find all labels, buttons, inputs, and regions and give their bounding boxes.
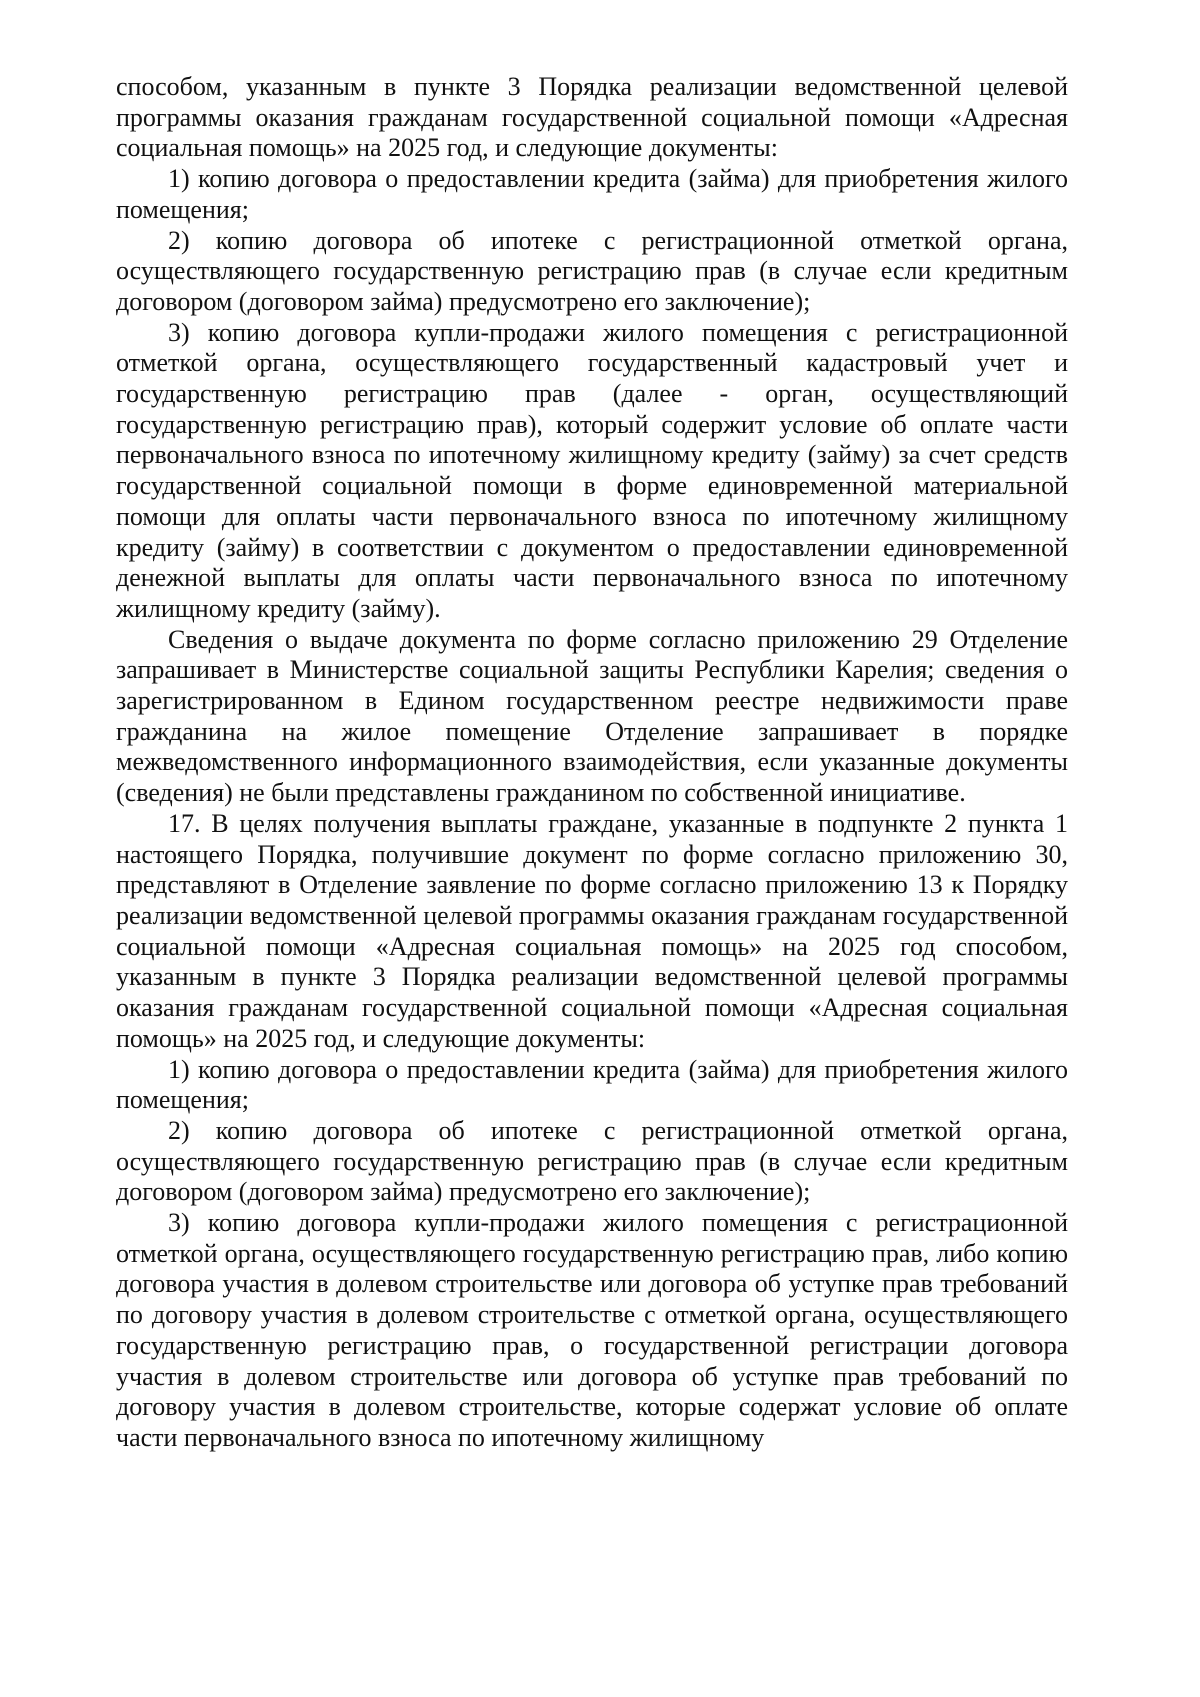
paragraph-clause-17: 17. В целях получения выплаты граждане, указанные в подпункте 2 пункта 1 настоящего Порядка, получившие документ по форме согласно приложению 30, представляют в Отделение заявление по форме согласно приложению 13 к Порядку реализации ведомственной целевой программы оказания гражданам государственной социальной помощи «Адресная социальная помощь» на 2025 год способом, указанным в пункте 3 Порядка реализации ведомственной целевой программы оказания гражданам государственной социальной помощи «Адресная социальная помощь» на 2025 год, и следующие документы: <box>116 808 1068 1053</box>
paragraph-item-3-purchase-agreement: 3) копию договора купли-продажи жилого помещения с регистрационной отметкой органа, осуществляющего государственный кадастровый учет и государственную регистрацию прав (далее - орган, осуществляющий государственную регистрацию прав), который содержит условие об оплате части первоначального взноса по ипотечному жилищному кредиту (займу) за счет средств государственной социальной помощи в форме единовременной материальной помощи для оплаты части первоначального взноса по ипотечному жилищному кредиту (займу) в соответствии с документом о предоставлении единовременной денежной выплаты для оплаты части первоначального взноса по ипотечному жилищному кредиту (займу). <box>116 317 1068 623</box>
paragraph-item-2-mortgage-agreement-2: 2) копию договора об ипотеке с регистрационной отметкой органа, осуществляющего государственную регистрацию прав (в случае если кредитным договором (договором займа) предусмотрено его заключение); <box>116 1115 1068 1207</box>
paragraph-item-1-loan-agreement-2: 1) копию договора о предоставлении кредита (займа) для приобретения жилого помещения; <box>116 1054 1068 1115</box>
paragraph-intro-continuation: способом, указанным в пункте 3 Порядка реализации ведомственной целевой программы оказания гражданам государственной социальной помощи «Адресная социальная помощь» на 2025 год, и следующие документы: <box>116 72 1068 163</box>
paragraph-information-request: Сведения о выдаче документа по форме согласно приложению 29 Отделение запрашивает в Министерстве социальной защиты Республики Карелия; сведения о зарегистрированном в Едином государственном реестре недвижимости праве гражданина на жилое помещение Отделение запрашивает в порядке межведомственного информационного взаимодействия, если указанные документы (сведения) не были представлены гражданином по собственной инициативе. <box>116 624 1068 808</box>
document-page <box>116 72 1068 1454</box>
paragraph-item-2-mortgage-agreement: 2) копию договора об ипотеке с регистрационной отметкой органа, осуществляющего государственную регистрацию прав (в случае если кредитным договором (договором займа) предусмотрено его заключение); <box>116 225 1068 316</box>
paragraph-item-1-loan-agreement: 1) копию договора о предоставлении кредита (займа) для приобретения жилого помещения; <box>116 164 1068 224</box>
paragraph-item-3-purchase-or-equity-agreement: 3) копию договора купли-продажи жилого помещения с регистрационной отметкой органа, осуществляющего государственную регистрацию прав, либо копию договора участия в долевом строительстве или договора об уступке прав требований по договору участия в долевом строительстве с отметкой органа, осуществляющего государственную регистрацию прав, о государственной регистрации договора участия в долевом строительстве или договора об уступке прав требований по договору участия в долевом строительстве, которые содержат условие об оплате части первоначального взноса по ипотечному жилищному <box>116 1208 1068 1452</box>
